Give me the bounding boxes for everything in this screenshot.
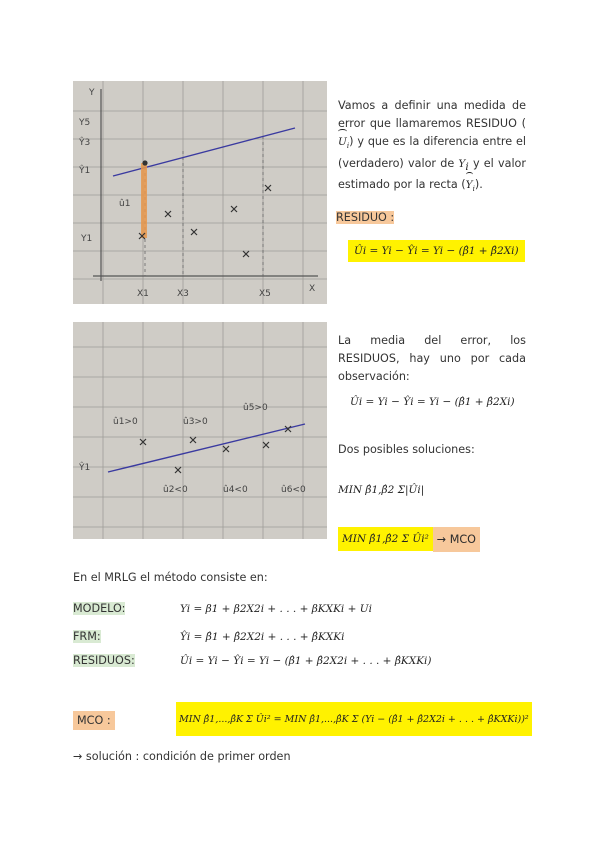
- mco-tag: → MCO: [433, 527, 480, 552]
- residuos-mrlg-formula: Ûi = Yi − Ŷi = Yi − (β̂1 + β̂2X2i + . . . + β̂KXKi): [180, 655, 432, 667]
- label-u4-negative: û4<0: [223, 485, 248, 495]
- modelo-label: MODELO:: [73, 602, 126, 615]
- label-u2-negative: û2<0: [163, 485, 188, 495]
- label-u6-negative: û6<0: [281, 485, 306, 495]
- frm-label: FRM:: [73, 630, 101, 643]
- residual-plot-2: [73, 322, 327, 539]
- label-yhat1: Ŷ1: [79, 166, 91, 176]
- frm-formula: Ŷi = β̂1 + β̂2X2i + . . . + β̂KXKi: [180, 631, 345, 643]
- residuo-definition: Vamos a definir una medida de error que llamaremos RESIDUO $(U_i)$ y que es la diferencia entre el (verdadero) valor de $Y_i$ y el valor estimado por la recta $(Y_i)$.: [338, 99, 526, 194]
- label-yhat1: Ŷ1: [79, 463, 91, 473]
- label-u1-positive: û1>0: [113, 417, 138, 427]
- mco-formula: MIN β̂1,...,β̂K Σ Ûi² = MIN β̂1,...,β̂K Σ (Yi − (β̂1 + β̂2X2i + . . . + β̂KXKi))²: [176, 702, 532, 736]
- label-yhat3: Ŷ3: [79, 138, 91, 148]
- label-x5: X5: [259, 289, 271, 299]
- graph-photo-2: [73, 322, 327, 539]
- y-axis-letter: Y: [89, 88, 95, 98]
- label-u5-positive: û5>0: [243, 403, 268, 413]
- label-y5: Y5: [79, 118, 91, 128]
- label-u1: û1: [119, 199, 131, 209]
- solution-text: → solución : condición de primer orden: [73, 750, 291, 763]
- x-axis-letter: X: [309, 284, 316, 294]
- residuos-media-text: La media del error, los RESIDUOS, hay uno por cada observación:: [338, 334, 526, 383]
- label-x1: X1: [137, 289, 149, 299]
- graph-photo-1: [73, 81, 327, 304]
- modelo-formula: Yi = β1 + β2X2i + . . . + βKXKi + Ui: [180, 603, 372, 615]
- min-squared-formula: MIN β̂1,β̂2 Σ Ûi²: [338, 527, 433, 551]
- residuos-formula: Ûi = Yi − Ŷi = Yi − (β̂1 + β̂2Xi): [350, 396, 515, 408]
- residuos-label: RESIDUOS:: [73, 654, 135, 667]
- mco-label: MCO :: [73, 712, 115, 730]
- label-x3: X3: [177, 289, 189, 299]
- residual-plot-1: [73, 81, 327, 304]
- min-abs-formula: MIN β̂1,β̂2 Σ|Ûi|: [338, 484, 425, 496]
- two-solutions-text: Dos posibles soluciones:: [338, 443, 475, 456]
- label-u3-positive: û3>0: [183, 417, 208, 427]
- residuo-label: RESIDUO :: [336, 211, 395, 224]
- min-squared-row: [338, 523, 480, 555]
- mrlg-intro: En el MRLG el método consiste en:: [73, 571, 268, 584]
- residuo-formula: Ûi = Yi − Ŷi = Yi − (β̂1 + β̂2Xi): [348, 240, 525, 262]
- label-y1: Y1: [81, 234, 93, 244]
